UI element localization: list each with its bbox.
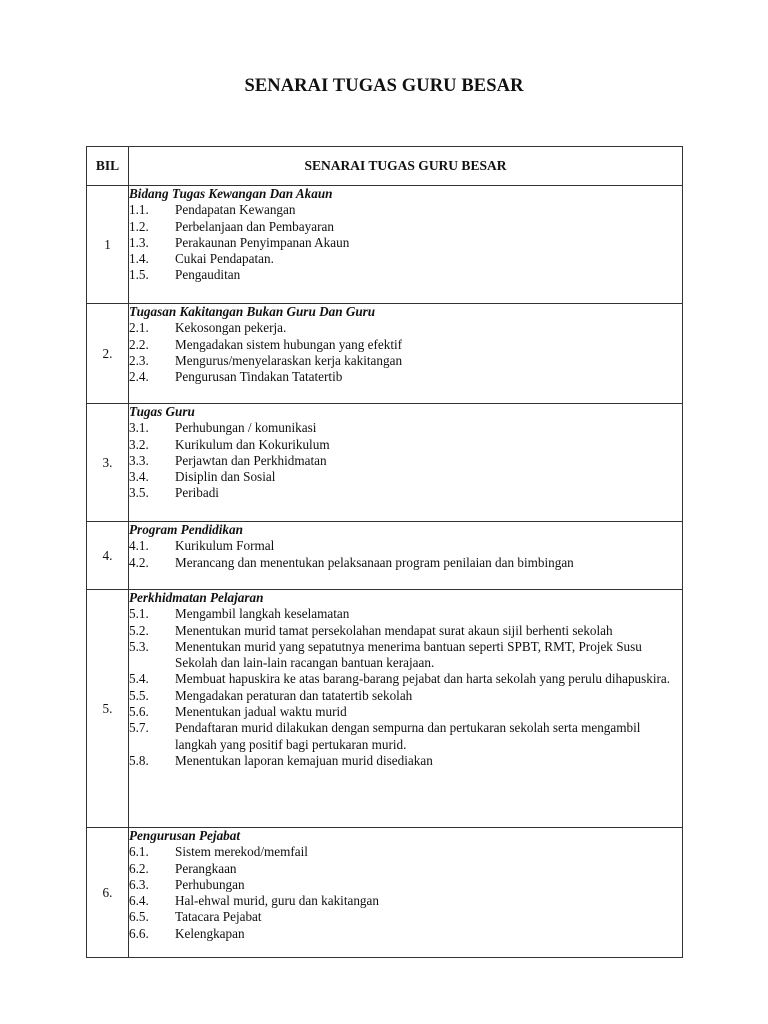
- table-row: [87, 404, 683, 522]
- table-header-row: [87, 147, 683, 186]
- item-text: Menentukan murid tamat persekolahan mendapat surat akaun sijil berhenti sekolah: [175, 622, 613, 638]
- item-number: 5.8.: [129, 752, 149, 768]
- list-item: [129, 555, 682, 571]
- item-number: 6.6.: [129, 925, 149, 941]
- item-number: 5.6.: [129, 704, 149, 720]
- list-item: [129, 320, 682, 336]
- item-text: Mengurus/menyelaraskan kerja kakitangan: [175, 352, 403, 368]
- row-number: 2.: [87, 304, 129, 404]
- item-text: Cukai Pendapatan.: [175, 251, 274, 267]
- item-text: Peribadi: [175, 485, 219, 501]
- list-item: [129, 453, 682, 469]
- item-text: Pengauditan: [175, 267, 241, 283]
- item-text: Kelengkapan: [175, 925, 245, 941]
- list-item: [129, 861, 682, 877]
- duty-cell: [129, 304, 683, 404]
- item-text: Menentukan murid yang sepatutnya menerima bantuan seperti SPBT, RMT, Projek Susu Sekolah dan lain-lain racangan bantuan kerajaan.: [175, 638, 642, 671]
- list-item: [129, 437, 682, 453]
- list-item: [129, 202, 682, 218]
- table-body: [87, 186, 683, 958]
- table-row: [87, 304, 683, 404]
- item-number: 3.3.: [129, 452, 149, 468]
- item-number: 5.7.: [129, 720, 149, 736]
- item-text: Mengadakan sistem hubungan yang efektif: [175, 336, 403, 352]
- section-title: Pengurusan Pejabat: [129, 828, 241, 843]
- table-row: [87, 590, 683, 828]
- item-number: 4.2.: [129, 554, 149, 570]
- list-item: [129, 639, 682, 672]
- duty-cell: [129, 404, 683, 522]
- list-item: [129, 753, 682, 769]
- duty-cell: [129, 828, 683, 958]
- item-text: Pendapatan Kewangan: [175, 202, 296, 218]
- item-text: Mengambil langkah keselamatan: [175, 606, 350, 622]
- item-number: 1.1.: [129, 202, 149, 218]
- section-title: Perkhidmatan Pelajaran: [129, 590, 264, 605]
- list-item: [129, 337, 682, 353]
- item-text: Sistem merekod/memfail: [175, 844, 308, 860]
- item-text: Menentukan jadual waktu murid: [175, 704, 347, 720]
- item-number: 3.1.: [129, 420, 149, 436]
- table-row: [87, 186, 683, 304]
- list-item: [129, 671, 682, 687]
- list-item: [129, 844, 682, 860]
- item-text: Merancang dan menentukan pelaksanaan program penilaian dan bimbingan: [175, 554, 574, 570]
- item-text: Disiplin dan Sosial: [175, 469, 276, 485]
- item-text: Perhubungan / komunikasi: [175, 420, 317, 436]
- section-title: Tugasan Kakitangan Bukan Guru Dan Guru: [129, 304, 376, 319]
- item-number: 5.1.: [129, 606, 149, 622]
- item-number: 3.2.: [129, 436, 149, 452]
- item-number: 4.1.: [129, 538, 149, 554]
- row-number: 4.: [87, 522, 129, 590]
- item-text: Kurikulum Formal: [175, 538, 275, 554]
- item-number: 1.5.: [129, 267, 149, 283]
- item-text: Kurikulum dan Kokurikulum: [175, 436, 330, 452]
- item-text: Perangkaan: [175, 860, 237, 876]
- item-number: 2.3.: [129, 352, 149, 368]
- list-item: [129, 369, 682, 385]
- item-text: Pengurusan Tindakan Tatatertib: [175, 369, 343, 385]
- item-number: 3.5.: [129, 485, 149, 501]
- item-text: Membuat hapuskira ke atas barang-barang pejabat dan harta sekolah yang perulu dihapuskira.: [175, 671, 671, 687]
- row-number: 1: [87, 186, 129, 304]
- table-row: [87, 522, 683, 590]
- item-text: Perbelanjaan dan Pembayaran: [175, 218, 334, 234]
- list-item: [129, 251, 682, 267]
- list-item: [129, 704, 682, 720]
- duty-cell: [129, 522, 683, 590]
- section-title: Tugas Guru: [129, 404, 195, 419]
- item-number: 6.5.: [129, 909, 149, 925]
- item-number: 2.2.: [129, 336, 149, 352]
- list-item: [129, 877, 682, 893]
- duty-cell: [129, 186, 683, 304]
- item-number: 6.4.: [129, 893, 149, 909]
- list-item: [129, 353, 682, 369]
- item-number: 1.2.: [129, 218, 149, 234]
- item-number: 5.4.: [129, 671, 149, 687]
- item-text: Mengadakan peraturan dan tatatertib sekolah: [175, 687, 413, 703]
- item-number: 2.4.: [129, 369, 149, 385]
- item-number: 6.3.: [129, 876, 149, 892]
- item-number: 3.4.: [129, 469, 149, 485]
- item-number: 5.2.: [129, 622, 149, 638]
- item-number: 5.5.: [129, 687, 149, 703]
- item-number: 1.3.: [129, 234, 149, 250]
- item-text: Hal-ehwal murid, guru dan kakitangan: [175, 893, 379, 909]
- list-item: [129, 893, 682, 909]
- document-title: SENARAI TUGAS GURU BESAR: [244, 76, 524, 96]
- duty-cell: [129, 590, 683, 828]
- list-item: [129, 219, 682, 235]
- item-number: 6.1.: [129, 844, 149, 860]
- table-row: [87, 828, 683, 958]
- list-item: [129, 485, 682, 501]
- header-duty-list: SENARAI TUGAS GURU BESAR: [129, 147, 683, 186]
- list-item: [129, 688, 682, 704]
- duties-table: [86, 146, 683, 958]
- item-number: 5.3.: [129, 638, 149, 654]
- list-item: [129, 235, 682, 251]
- list-item: [129, 623, 682, 639]
- item-number: 1.4.: [129, 251, 149, 267]
- row-number: 3.: [87, 404, 129, 522]
- list-item: [129, 720, 682, 753]
- item-text: Menentukan laporan kemajuan murid disediakan: [175, 752, 433, 768]
- item-number: 2.1.: [129, 320, 149, 336]
- list-item: [129, 538, 682, 554]
- item-text: Kekosongan pekerja.: [175, 320, 287, 336]
- item-text: Perjawtan dan Perkhidmatan: [175, 452, 327, 468]
- item-text: Perakaunan Penyimpanan Akaun: [175, 234, 350, 250]
- header-bil: BIL: [87, 147, 129, 186]
- list-item: [129, 469, 682, 485]
- list-item: [129, 606, 682, 622]
- row-number: 6.: [87, 828, 129, 958]
- list-item: [129, 909, 682, 925]
- item-text: Tatacara Pejabat: [175, 909, 262, 925]
- item-text: Pendaftaran murid dilakukan dengan sempurna dan pertukaran sekolah serta mengambil langkah yang positif bagi pertukaran murid.: [175, 720, 641, 752]
- row-number: 5.: [87, 590, 129, 828]
- list-item: [129, 420, 682, 436]
- item-number: 6.2.: [129, 860, 149, 876]
- list-item: [129, 926, 682, 942]
- item-text: Perhubungan: [175, 876, 245, 892]
- section-title: Bidang Tugas Kewangan Dan Akaun: [129, 186, 333, 201]
- list-item: [129, 267, 682, 283]
- section-title: Program Pendidikan: [129, 522, 243, 537]
